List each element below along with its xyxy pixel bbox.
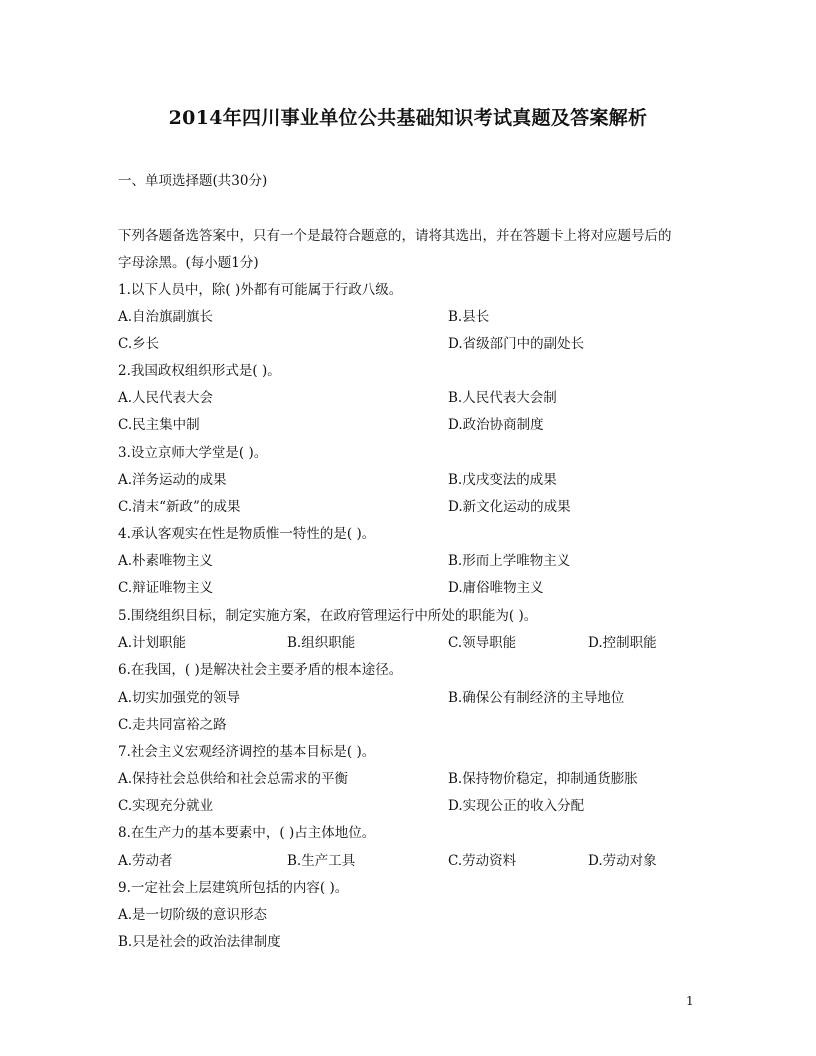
option-d: D.庸俗唯物主义	[448, 580, 544, 596]
question-stem: 9.一定社会上层建筑所包括的内容( )。	[118, 880, 349, 896]
option-a: A.是一切阶级的意识形态	[118, 907, 268, 923]
option-a: A.保持社会总供给和社会总需求的平衡	[118, 771, 349, 787]
option-c: C.走共同富裕之路	[118, 717, 227, 733]
option-a: A.人民代表大会	[118, 390, 214, 406]
option-d: D.控制职能	[588, 635, 657, 651]
option-d: D.劳动对象	[588, 853, 657, 869]
option-b: B.生产工具	[287, 853, 356, 869]
page-number: 1	[686, 994, 694, 1008]
option-a: A.计划职能	[118, 635, 187, 651]
instructions-line-1: 下列各题备选答案中，只有一个是最符合题意的，请将其选出，并在答题卡上将对应题号后的	[118, 228, 672, 244]
question-stem: 3.设立京师大学堂是( )。	[118, 445, 268, 461]
option-c: C.劳动资料	[448, 853, 517, 869]
option-d: D.省级部门中的副处长	[448, 336, 585, 352]
option-c: C.清末“新政”的成果	[118, 499, 241, 515]
option-a: A.自治旗副旗长	[118, 309, 214, 325]
question-stem: 4.承认客观实在性是物质惟一特性的是( )。	[118, 526, 376, 542]
question-stem: 7.社会主义宏观经济调控的基本目标是( )。	[118, 744, 376, 760]
option-b: B.形而上学唯物主义	[448, 553, 571, 569]
question-stem: 1.以下人员中，除( )外都有可能属于行政八级。	[118, 282, 403, 298]
option-c: C.实现充分就业	[118, 798, 214, 814]
option-b: B.只是社会的政治法律制度	[118, 934, 281, 950]
option-b: B.保持物价稳定，抑制通货膨胀	[448, 771, 638, 787]
option-d: D.新文化运动的成果	[448, 499, 571, 515]
option-b: B.人民代表大会制	[448, 390, 557, 406]
option-b: B.组织职能	[287, 635, 356, 651]
question-stem: 8.在生产力的基本要素中，( )占主体地位。	[118, 825, 376, 841]
question-stem: 2.我国政权组织形式是( )。	[118, 363, 281, 379]
question-stem: 5.围绕组织目标，制定实施方案，在政府管理运行中所处的职能为( )。	[118, 608, 538, 624]
option-c: C.民主集中制	[118, 417, 200, 433]
option-b: B.县长	[448, 309, 490, 325]
option-d: D.政治协商制度	[448, 417, 544, 433]
option-d: D.实现公正的收入分配	[448, 798, 585, 814]
question-stem: 6.在我国，( )是解决社会主要矛盾的根本途径。	[118, 662, 403, 678]
option-b: B.戊戌变法的成果	[448, 472, 557, 488]
option-c: C.乡长	[118, 336, 160, 352]
option-a: A.切实加强党的领导	[118, 690, 241, 706]
option-a: A.朴素唯物主义	[118, 553, 214, 569]
instructions-line-2: 字母涂黑。(每小题1分)	[118, 255, 259, 271]
option-a: A.洋务运动的成果	[118, 472, 227, 488]
page-title: 2014年四川事业单位公共基础知识考试真题及答案解析	[168, 107, 648, 129]
option-a: A.劳动者	[118, 853, 173, 869]
option-c: C.辩证唯物主义	[118, 580, 214, 596]
section-heading: 一、单项选择题(共30分)	[118, 173, 268, 189]
option-c: C.领导职能	[448, 635, 517, 651]
option-b: B.确保公有制经济的主导地位	[448, 690, 625, 706]
